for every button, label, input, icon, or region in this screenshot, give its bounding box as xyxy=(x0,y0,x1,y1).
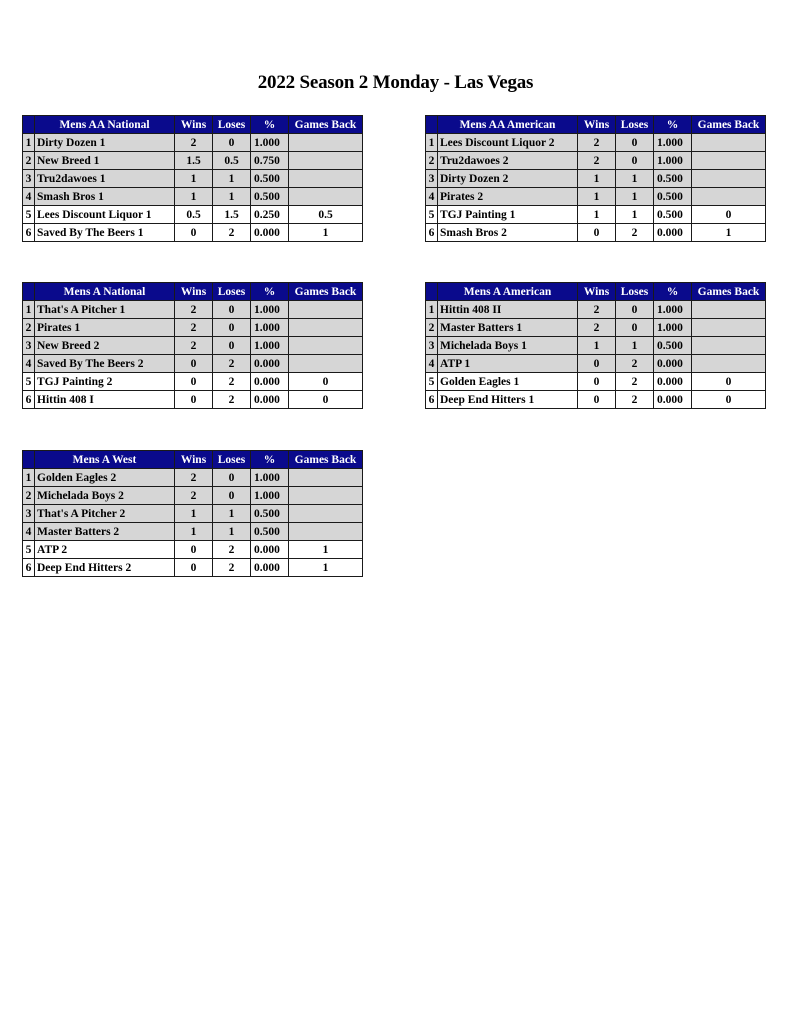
games-back-cell xyxy=(692,170,766,188)
pct-cell: 0.000 xyxy=(251,355,289,373)
standings-table xyxy=(22,115,363,242)
loses-cell: 1 xyxy=(213,523,251,541)
wins-cell: 0 xyxy=(175,541,213,559)
pct-cell: 0.000 xyxy=(654,355,692,373)
wins-cell: 1 xyxy=(578,170,616,188)
loses-header: Loses xyxy=(213,116,251,134)
team-cell: Golden Eagles 2 xyxy=(35,469,175,487)
pct-cell: 0.500 xyxy=(251,523,289,541)
table-row xyxy=(23,206,363,224)
wins-cell: 1 xyxy=(578,337,616,355)
team-cell: Lees Discount Liquor 1 xyxy=(35,206,175,224)
loses-cell: 1 xyxy=(213,170,251,188)
wins-cell: 0 xyxy=(578,373,616,391)
rank-cell: 6 xyxy=(23,391,35,409)
team-cell: Master Batters 1 xyxy=(438,319,578,337)
loses-cell: 1 xyxy=(616,188,654,206)
pct-header: % xyxy=(654,116,692,134)
wins-cell: 0 xyxy=(578,391,616,409)
games-back-cell xyxy=(692,355,766,373)
loses-cell: 1.5 xyxy=(213,206,251,224)
pct-cell: 0.000 xyxy=(251,373,289,391)
table-row xyxy=(426,170,766,188)
pct-cell: 0.500 xyxy=(654,206,692,224)
pct-cell: 1.000 xyxy=(654,319,692,337)
rank-cell: 6 xyxy=(426,224,438,242)
loses-cell: 2 xyxy=(213,224,251,242)
wins-cell: 0 xyxy=(578,355,616,373)
table-row xyxy=(426,152,766,170)
pct-cell: 1.000 xyxy=(251,134,289,152)
table-row xyxy=(23,188,363,206)
table-header-row xyxy=(23,283,363,301)
games-back-header: Games Back xyxy=(289,451,363,469)
wins-header: Wins xyxy=(578,116,616,134)
wins-cell: 2 xyxy=(578,319,616,337)
team-cell: Golden Eagles 1 xyxy=(438,373,578,391)
loses-cell: 2 xyxy=(213,355,251,373)
games-back-cell xyxy=(692,319,766,337)
wins-header: Wins xyxy=(578,283,616,301)
loses-cell: 1 xyxy=(213,505,251,523)
team-cell: Deep End Hitters 1 xyxy=(438,391,578,409)
page-title: 2022 Season 2 Monday - Las Vegas xyxy=(257,72,534,93)
team-cell: Dirty Dozen 2 xyxy=(438,170,578,188)
wins-cell: 1 xyxy=(175,188,213,206)
wins-cell: 2 xyxy=(175,487,213,505)
rank-cell: 4 xyxy=(23,523,35,541)
team-cell: New Breed 2 xyxy=(35,337,175,355)
games-back-cell: 0.5 xyxy=(289,206,363,224)
loses-cell: 1 xyxy=(616,337,654,355)
rank-cell: 3 xyxy=(426,337,438,355)
team-cell: Saved By The Beers 1 xyxy=(35,224,175,242)
games-back-header: Games Back xyxy=(692,283,766,301)
games-back-cell xyxy=(289,523,363,541)
pct-cell: 0.000 xyxy=(654,224,692,242)
wins-cell: 2 xyxy=(175,469,213,487)
table-row xyxy=(426,391,766,409)
team-cell: New Breed 1 xyxy=(35,152,175,170)
loses-cell: 1 xyxy=(616,170,654,188)
games-back-cell xyxy=(692,337,766,355)
wins-cell: 0 xyxy=(175,559,213,577)
games-back-cell: 0 xyxy=(289,373,363,391)
games-back-header: Games Back xyxy=(289,116,363,134)
wins-cell: 1 xyxy=(175,505,213,523)
games-back-cell: 0 xyxy=(692,391,766,409)
rank-cell: 4 xyxy=(426,355,438,373)
team-cell: TGJ Painting 2 xyxy=(35,373,175,391)
loses-cell: 2 xyxy=(213,391,251,409)
games-back-cell xyxy=(289,355,363,373)
wins-cell: 0 xyxy=(175,355,213,373)
pct-cell: 1.000 xyxy=(251,337,289,355)
wins-cell: 2 xyxy=(175,319,213,337)
wins-cell: 2 xyxy=(578,134,616,152)
games-back-cell xyxy=(692,301,766,319)
games-back-cell: 0 xyxy=(289,391,363,409)
rank-header xyxy=(23,116,35,134)
games-back-cell xyxy=(692,188,766,206)
pct-cell: 0.500 xyxy=(654,188,692,206)
table-header-row xyxy=(426,283,766,301)
pct-cell: 0.500 xyxy=(251,170,289,188)
wins-cell: 2 xyxy=(175,301,213,319)
games-back-cell: 1 xyxy=(289,224,363,242)
pct-cell: 0.000 xyxy=(251,541,289,559)
table-row xyxy=(23,224,363,242)
table-row xyxy=(23,505,363,523)
games-back-cell xyxy=(692,134,766,152)
loses-cell: 0 xyxy=(616,319,654,337)
games-back-cell xyxy=(289,337,363,355)
rank-cell: 3 xyxy=(23,170,35,188)
games-back-cell xyxy=(289,469,363,487)
team-cell: ATP 2 xyxy=(35,541,175,559)
rank-cell: 2 xyxy=(426,152,438,170)
games-back-cell xyxy=(289,188,363,206)
rank-cell: 5 xyxy=(23,541,35,559)
team-cell: Master Batters 2 xyxy=(35,523,175,541)
loses-cell: 2 xyxy=(616,373,654,391)
games-back-cell xyxy=(692,152,766,170)
team-cell: Hittin 408 II xyxy=(438,301,578,319)
games-back-header: Games Back xyxy=(692,116,766,134)
games-back-cell xyxy=(289,134,363,152)
table-row xyxy=(23,170,363,188)
loses-cell: 2 xyxy=(213,373,251,391)
team-cell: Pirates 2 xyxy=(438,188,578,206)
rank-cell: 1 xyxy=(23,469,35,487)
standings-table xyxy=(22,450,363,577)
team-cell: That's A Pitcher 1 xyxy=(35,301,175,319)
table-row xyxy=(23,559,363,577)
loses-cell: 0 xyxy=(213,487,251,505)
loses-header: Loses xyxy=(213,283,251,301)
team-cell: Michelada Boys 2 xyxy=(35,487,175,505)
pct-header: % xyxy=(251,116,289,134)
table-row xyxy=(23,337,363,355)
division-name: Mens A American xyxy=(438,283,578,301)
table-row xyxy=(426,319,766,337)
table-header-row xyxy=(23,451,363,469)
loses-cell: 2 xyxy=(616,391,654,409)
team-cell: Michelada Boys 1 xyxy=(438,337,578,355)
team-cell: Dirty Dozen 1 xyxy=(35,134,175,152)
games-back-cell: 0 xyxy=(692,373,766,391)
pct-cell: 0.500 xyxy=(251,188,289,206)
division-name: Mens A West xyxy=(35,451,175,469)
rank-header xyxy=(23,451,35,469)
pct-cell: 1.000 xyxy=(251,319,289,337)
table-row xyxy=(426,301,766,319)
team-cell: Deep End Hitters 2 xyxy=(35,559,175,577)
table-header-row xyxy=(426,116,766,134)
rank-cell: 3 xyxy=(23,505,35,523)
wins-cell: 0 xyxy=(578,224,616,242)
division-name: Mens AA American xyxy=(438,116,578,134)
loses-cell: 2 xyxy=(213,559,251,577)
team-cell: Pirates 1 xyxy=(35,319,175,337)
table-header-row xyxy=(23,116,363,134)
rank-cell: 5 xyxy=(426,373,438,391)
pct-cell: 1.000 xyxy=(654,152,692,170)
wins-cell: 0 xyxy=(175,373,213,391)
wins-cell: 1 xyxy=(578,206,616,224)
loses-header: Loses xyxy=(616,116,654,134)
table-row xyxy=(426,355,766,373)
table-row xyxy=(23,152,363,170)
pct-header: % xyxy=(654,283,692,301)
loses-cell: 2 xyxy=(213,541,251,559)
pct-cell: 0.000 xyxy=(251,559,289,577)
wins-cell: 1 xyxy=(175,523,213,541)
games-back-cell: 1 xyxy=(289,541,363,559)
team-cell: Tru2dawoes 1 xyxy=(35,170,175,188)
rank-cell: 6 xyxy=(23,224,35,242)
standings-table xyxy=(22,282,363,409)
loses-cell: 2 xyxy=(616,224,654,242)
table-row xyxy=(426,224,766,242)
rank-cell: 1 xyxy=(426,301,438,319)
pct-cell: 0.000 xyxy=(251,224,289,242)
rank-cell: 5 xyxy=(23,373,35,391)
loses-cell: 0 xyxy=(213,337,251,355)
loses-cell: 0 xyxy=(213,319,251,337)
pct-cell: 0.750 xyxy=(251,152,289,170)
loses-cell: 0 xyxy=(616,301,654,319)
loses-header: Loses xyxy=(616,283,654,301)
games-back-cell xyxy=(289,319,363,337)
wins-header: Wins xyxy=(175,283,213,301)
rank-cell: 1 xyxy=(23,134,35,152)
pct-cell: 0.250 xyxy=(251,206,289,224)
team-cell: Smash Bros 1 xyxy=(35,188,175,206)
table-row xyxy=(23,373,363,391)
table-row xyxy=(23,523,363,541)
rank-cell: 4 xyxy=(23,355,35,373)
rank-cell: 4 xyxy=(23,188,35,206)
games-back-header: Games Back xyxy=(289,283,363,301)
games-back-cell xyxy=(289,152,363,170)
pct-cell: 1.000 xyxy=(654,134,692,152)
pct-header: % xyxy=(251,451,289,469)
rank-cell: 2 xyxy=(23,487,35,505)
wins-cell: 2 xyxy=(578,301,616,319)
wins-cell: 2 xyxy=(578,152,616,170)
loses-cell: 1 xyxy=(616,206,654,224)
wins-cell: 0.5 xyxy=(175,206,213,224)
pct-cell: 0.000 xyxy=(654,391,692,409)
pct-cell: 0.000 xyxy=(251,391,289,409)
rank-cell: 5 xyxy=(426,206,438,224)
table-row xyxy=(23,391,363,409)
standings-table xyxy=(425,282,766,409)
games-back-cell: 1 xyxy=(289,559,363,577)
rank-cell: 2 xyxy=(23,319,35,337)
loses-cell: 0.5 xyxy=(213,152,251,170)
wins-cell: 1 xyxy=(578,188,616,206)
games-back-cell xyxy=(289,170,363,188)
pct-cell: 0.500 xyxy=(654,170,692,188)
loses-header: Loses xyxy=(213,451,251,469)
team-cell: Lees Discount Liquor 2 xyxy=(438,134,578,152)
team-cell: Saved By The Beers 2 xyxy=(35,355,175,373)
pct-cell: 0.500 xyxy=(654,337,692,355)
games-back-cell: 0 xyxy=(692,206,766,224)
rank-header xyxy=(23,283,35,301)
table-row xyxy=(23,319,363,337)
rank-cell: 2 xyxy=(23,152,35,170)
pct-cell: 1.000 xyxy=(251,469,289,487)
team-cell: ATP 1 xyxy=(438,355,578,373)
wins-cell: 0 xyxy=(175,224,213,242)
loses-cell: 0 xyxy=(616,134,654,152)
games-back-cell xyxy=(289,505,363,523)
rank-cell: 3 xyxy=(426,170,438,188)
pct-cell: 0.000 xyxy=(654,373,692,391)
rank-cell: 6 xyxy=(23,559,35,577)
loses-cell: 0 xyxy=(213,469,251,487)
division-name: Mens AA National xyxy=(35,116,175,134)
rank-cell: 1 xyxy=(23,301,35,319)
table-row xyxy=(23,469,363,487)
table-row xyxy=(426,206,766,224)
wins-cell: 2 xyxy=(175,134,213,152)
table-row xyxy=(23,134,363,152)
standings-table xyxy=(425,115,766,242)
loses-cell: 0 xyxy=(213,301,251,319)
team-cell: TGJ Painting 1 xyxy=(438,206,578,224)
pct-cell: 1.000 xyxy=(251,301,289,319)
loses-cell: 2 xyxy=(616,355,654,373)
table-row xyxy=(426,337,766,355)
wins-cell: 1.5 xyxy=(175,152,213,170)
team-cell: Tru2dawoes 2 xyxy=(438,152,578,170)
wins-cell: 2 xyxy=(175,337,213,355)
rank-cell: 2 xyxy=(426,319,438,337)
loses-cell: 1 xyxy=(213,188,251,206)
table-row xyxy=(426,188,766,206)
table-row xyxy=(426,373,766,391)
loses-cell: 0 xyxy=(213,134,251,152)
rank-cell: 1 xyxy=(426,134,438,152)
rank-cell: 6 xyxy=(426,391,438,409)
team-cell: That's A Pitcher 2 xyxy=(35,505,175,523)
table-row xyxy=(23,487,363,505)
wins-cell: 1 xyxy=(175,170,213,188)
rank-header xyxy=(426,283,438,301)
pct-cell: 1.000 xyxy=(251,487,289,505)
pct-header: % xyxy=(251,283,289,301)
rank-header xyxy=(426,116,438,134)
table-row xyxy=(23,355,363,373)
table-row xyxy=(426,134,766,152)
rank-cell: 3 xyxy=(23,337,35,355)
wins-header: Wins xyxy=(175,451,213,469)
division-name: Mens A National xyxy=(35,283,175,301)
loses-cell: 0 xyxy=(616,152,654,170)
wins-header: Wins xyxy=(175,116,213,134)
table-row xyxy=(23,541,363,559)
rank-cell: 4 xyxy=(426,188,438,206)
pct-cell: 1.000 xyxy=(654,301,692,319)
games-back-cell xyxy=(289,487,363,505)
pct-cell: 0.500 xyxy=(251,505,289,523)
table-row xyxy=(23,301,363,319)
wins-cell: 0 xyxy=(175,391,213,409)
team-cell: Hittin 408 I xyxy=(35,391,175,409)
team-cell: Smash Bros 2 xyxy=(438,224,578,242)
games-back-cell xyxy=(289,301,363,319)
rank-cell: 5 xyxy=(23,206,35,224)
games-back-cell: 1 xyxy=(692,224,766,242)
